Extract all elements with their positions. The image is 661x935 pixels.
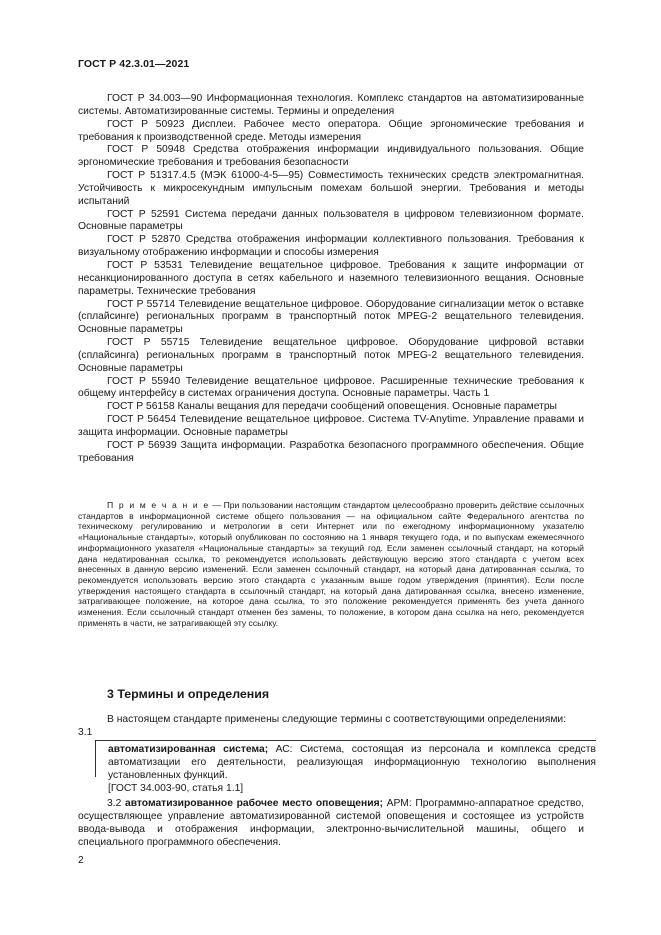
reference-item: ГОСТ Р 52591 Система передачи данных пользователя в цифровом телевизионном формате. Основные параметры	[78, 208, 584, 233]
reference-item: ГОСТ Р 55715 Телевидение вещательное цифровое. Оборудование цифровой вставки (сплайсинга) региональных программ в транспортный поток MPEG-2 вещательного телевидения. Основные параметры	[78, 337, 584, 374]
reference-item: ГОСТ Р 51317.4.5 (МЭК 61000-4-5—95) Совместимость технических средств электромагнитная. Устойчивость к микросекундным импульсным помехам большой энергии. Требования и методы испытаний	[78, 170, 584, 207]
reference-item: ГОСТ Р 55940 Телевидение вещательное цифровое. Расширенные технические требования к общему интерфейсу в системах ограничения доступа. Основные параметры. Часть 1	[78, 375, 584, 400]
note-block	[78, 500, 584, 628]
term-definition: АС: Система, состоящая из персонала и комплекса средств автоматизации его деятельности, реализующая информационную технологию выполнения установленных функций.	[108, 744, 596, 781]
term-definition-box	[95, 740, 596, 794]
term-definition: АРМ: Программно-аппаратное средство, осуществляющее управление автоматизированной системой оповещения и состоящее из устройств ввода-вывода и отображения информации, электронно-вычислительной машины, общего и специального программного обеспечения.	[78, 798, 584, 848]
section-title: 3 Термины и определения	[107, 687, 270, 701]
term-number: 3.2	[107, 798, 122, 809]
intro-text: В настоящем стандарте применены следующие термины с соответствующими определениями:	[107, 714, 567, 725]
reference-item: ГОСТ Р 50948 Средства отображения информации индивидуального пользования. Общие эргономические требования и требования безопасности	[78, 144, 584, 169]
note-label: П р и м е ч а н и е	[107, 500, 210, 510]
term-name: автоматизированное рабочее место оповещения;	[124, 798, 384, 809]
reference-item: ГОСТ Р 56158 Каналы вещания для передачи сообщений оповещения. Основные параметры	[107, 401, 557, 413]
reference-item: ГОСТ Р 34.003—90 Информационная технология. Комплекс стандартов на автоматизированные системы. Автоматизированные системы. Термины и определения	[78, 93, 584, 117]
document-header: ГОСТ Р 42.3.01—2021	[78, 58, 190, 70]
note-text: — При пользовании настоящим стандартом целесообразно проверить действие ссылочных стандартов в информационной системе общего пользования — на официальном сайте Федерального агентства по техническому регулированию и метрологии в сети Интернет или по ежегодному информационному указателю «Национальные стандарты», который опубликован по состоянию на 1 января текущего года, и по выпускам ежемесячного информационного указателя «Национальные стандарты» за текущий год. Если заменен ссылочный стандарт, на который дана недатированная ссылка, то рекомендуется использовать действующую версию этого стандарта с учетом всех внесенных в данную версию изменений. Если заменен ссылочный стандарт, на который дана датированная ссылка, то рекомендуется использовать версию этого стандарта с указанным выше годом утверждения (принятия). Если после утверждения настоящего стандарта в ссылочный стандарт, на который дана датированная ссылка, внесено изменение, затрагивающее положение, на которое дана ссылка, то это положение рекомендуется применять без учета данного изменения. Если ссылочный стандарт отменен без замены, то положение, в котором дана ссылка на него, рекомендуется применять в части, не затрагивающей эту ссылку.	[78, 500, 585, 628]
reference-item: ГОСТ Р 53531 Телевидение вещательное цифровое. Требования к защите информации от несанкционированного доступа в сетях кабельного и наземного телевизионного вещания. Основные параметры. Технические требования	[78, 259, 584, 297]
term-paragraph	[78, 797, 584, 849]
section-intro	[78, 713, 584, 739]
normative-references	[78, 93, 584, 465]
term-name: автоматизированная система;	[108, 744, 269, 755]
term-definition-2	[78, 797, 584, 849]
note-paragraph	[78, 500, 584, 628]
term-number: 3.1	[78, 727, 93, 738]
reference-item: ГОСТ Р 55714 Телевидение вещательное цифровое. Оборудование сигнализации меток о вставке (сплайсинге) региональных программ в транспортный поток MPEG-2 вещательного телевидения. Основные параметры	[78, 298, 584, 336]
reference-item: ГОСТ Р 56454 Телевидение вещательное цифровое. Система TV-Anytime. Управление правами и защита информации. Основные параметры	[78, 414, 584, 438]
term-source: [ГОСТ 34.003-90, статья 1.1]	[108, 783, 244, 794]
reference-item: ГОСТ Р 52870 Средства отображения информации коллективного пользования. Требования к визуальному отображению информации и способы измерения	[78, 234, 584, 259]
reference-item: ГОСТ Р 56939 Защита информации. Разработка безопасного программного обеспечения. Общие требования	[78, 439, 584, 464]
page-number: 2	[78, 855, 84, 866]
reference-item: ГОСТ Р 50923 Дисплеи. Рабочее место оператора. Общие эргономические требования и требования к производственной среде. Методы измерения	[78, 118, 584, 143]
